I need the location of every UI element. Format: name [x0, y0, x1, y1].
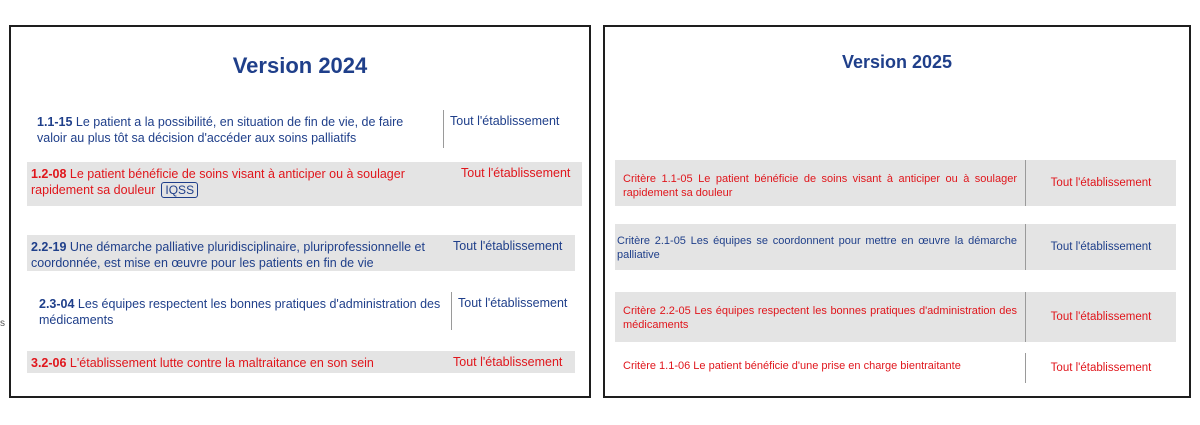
scope-label: Tout l'établissement: [1025, 353, 1176, 383]
version-2025-panel: [603, 25, 1191, 398]
scope-label: Tout l'établissement: [453, 355, 563, 369]
criterion-description: Critère 1.1-06 Le patient bénéficie d'une prise en charge bientraitante: [623, 360, 961, 372]
criterion-description: Le patient bénéficie de soins visant à anticiper ou à soulager rapidement sa douleur: [31, 167, 405, 198]
criterion-code: 2.2-19: [31, 240, 67, 254]
criterion-row-1-1-06: [615, 353, 1176, 383]
criterion-code: 1.2-08: [31, 167, 67, 181]
criterion-description: Une démarche palliative pluridisciplinaire, pluriprofessionnelle et coordonnée, est mise en œuvre pour les patients en fin de vie: [31, 240, 425, 271]
scope-label: Tout l'établissement: [443, 110, 559, 148]
scope-label: Tout l'établissement: [451, 292, 567, 330]
criterion-row-2-3-04: [31, 292, 586, 330]
version-2024-panel: [9, 25, 591, 398]
stray-character: s: [0, 318, 5, 329]
criterion-description: Les équipes respectent les bonnes pratiques d'administration des médicaments: [39, 297, 441, 328]
criterion-description: Critère 1.1-05 Le patient bénéficie de soins visant à anticiper ou à soulager rapidement sa douleur: [623, 173, 1017, 200]
criterion-text: [27, 162, 447, 206]
criterion-code: 2.3-04: [39, 297, 75, 311]
criterion-text: [27, 351, 447, 373]
panel-title: Version 2025: [841, 52, 953, 72]
criterion-description: L'établissement lutte contre la maltraitance en son sein: [66, 356, 374, 370]
criterion-code: 1.1-15: [37, 115, 73, 129]
criterion-text: [31, 292, 449, 330]
panel-title: Version 2024: [232, 53, 368, 78]
scope-label: Tout l'établissement: [1025, 224, 1176, 270]
criterion-code: 3.2-06: [31, 356, 67, 370]
iqss-badge: IQSS: [161, 182, 198, 198]
criterion-row-1-2-08: [27, 162, 582, 206]
scope-label: Tout l'établissement: [1025, 292, 1176, 342]
criterion-text: [29, 110, 443, 148]
criterion-description: Critère 2.1-05 Les équipes se coordonnent pour mettre en œuvre la démarche palliative: [617, 235, 1017, 262]
scope-label: Tout l'établissement: [461, 166, 571, 180]
criterion-row-1-1-15: [29, 110, 579, 148]
criterion-row-3-2-06: [27, 351, 575, 373]
criterion-text: [27, 235, 447, 271]
criterion-description: Le patient a la possibilité, en situation de fin de vie, de faire valoir au plus tôt sa décision d'accéder aux soins palliatifs: [37, 115, 404, 146]
criterion-row-2-2-05: [615, 292, 1176, 342]
scope-label: Tout l'établissement: [1025, 160, 1176, 206]
criterion-description: Critère 2.2-05 Les équipes respectent les bonnes pratiques d'administration des médicaments: [623, 305, 1017, 332]
criterion-row-1-1-05: [615, 160, 1176, 206]
criterion-row-2-2-19: [27, 235, 575, 271]
criterion-row-2-1-05: [615, 224, 1176, 270]
scope-label: Tout l'établissement: [453, 239, 563, 253]
